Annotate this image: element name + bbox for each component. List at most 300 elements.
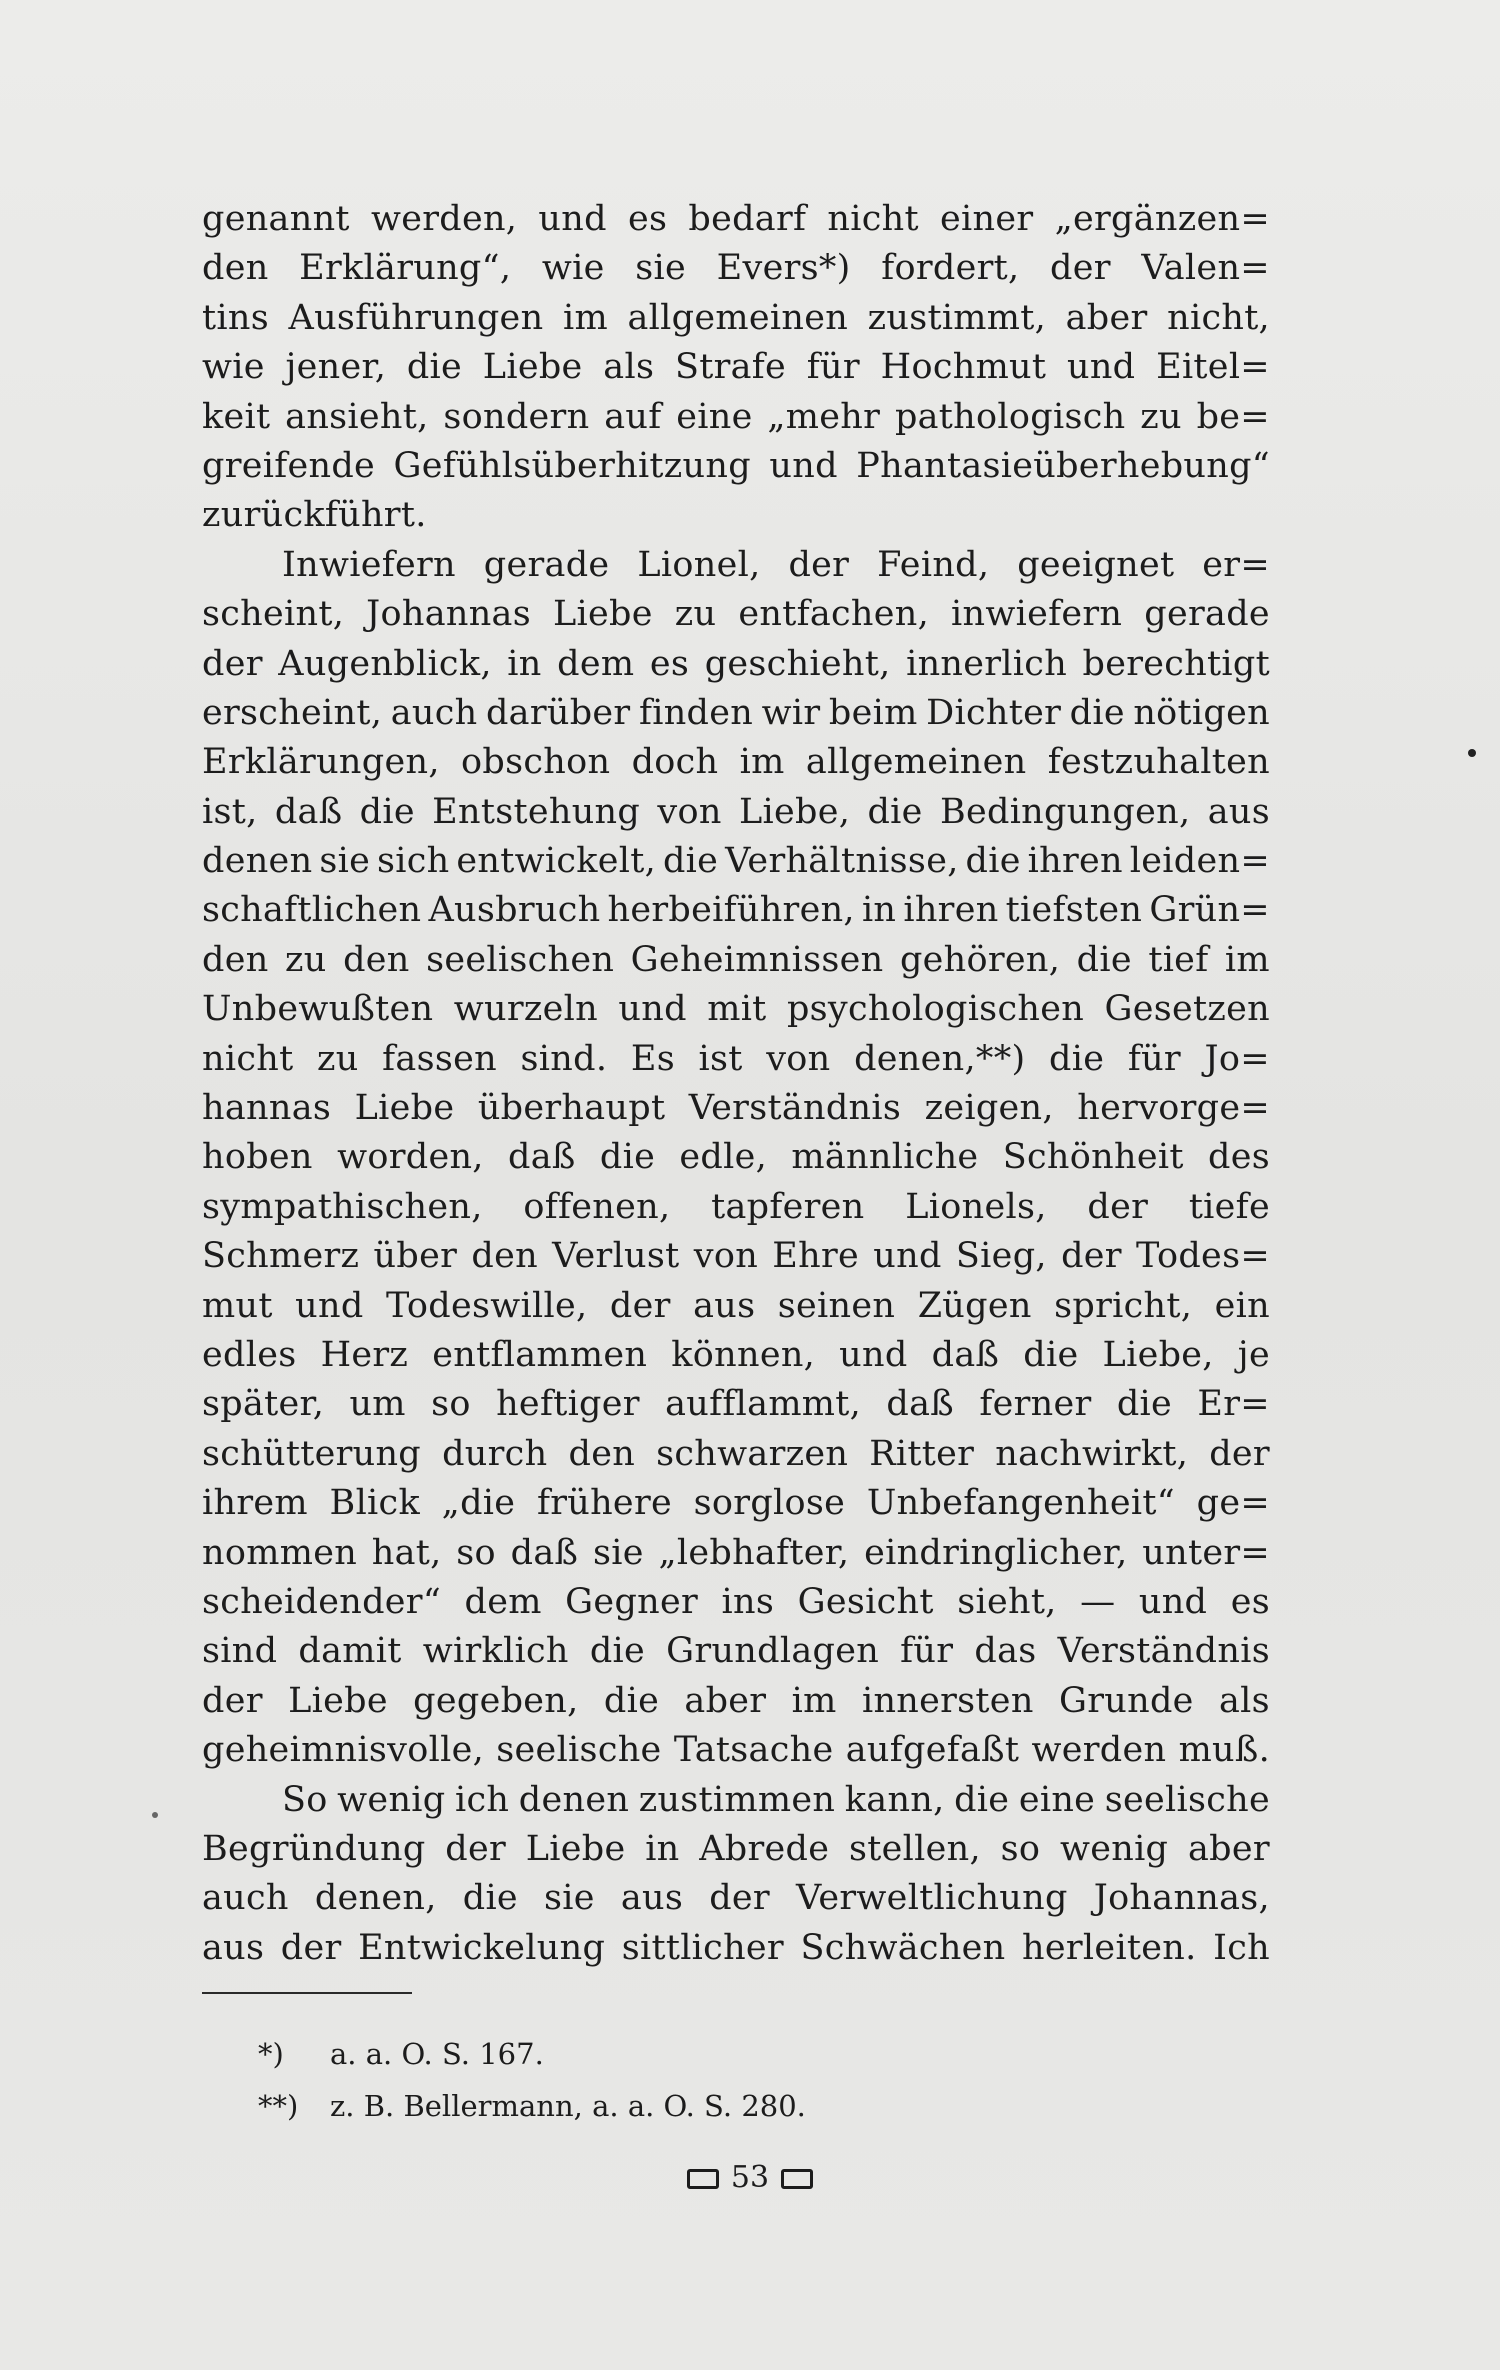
text-line <box>202 1380 1270 1429</box>
word: es <box>1230 1581 1270 1622</box>
word: der <box>1050 248 1111 289</box>
text-line <box>202 1282 1270 1331</box>
text-line <box>202 1924 1270 1973</box>
word: „ergänzen= <box>1054 199 1270 239</box>
word: daß <box>931 1334 1000 1375</box>
text-line <box>202 1084 1270 1133</box>
word: Verständnis <box>1057 1631 1270 1672</box>
word: aufgefaßt <box>845 1730 1020 1771</box>
text-line <box>202 1183 1270 1232</box>
text-line <box>202 195 1270 244</box>
word: sind. <box>520 1038 608 1079</box>
word: Tatsache <box>673 1730 834 1771</box>
text-line <box>202 491 1270 540</box>
word: daß <box>274 791 343 832</box>
footnote-text: a. a. O. S. 167. <box>330 2037 544 2071</box>
word: im <box>1224 939 1270 980</box>
word: der <box>709 1878 770 1919</box>
word: männliche <box>791 1137 979 1178</box>
word: die <box>603 1680 660 1721</box>
word: berechtigt <box>1082 643 1270 684</box>
word: Entwickelung <box>358 1927 606 1968</box>
word: ihren <box>1027 841 1123 882</box>
word: des <box>1208 1137 1270 1178</box>
text-line <box>202 837 1270 886</box>
word: von <box>657 791 722 832</box>
word: für <box>1127 1038 1181 1079</box>
word: um <box>349 1384 406 1425</box>
word: als <box>1218 1680 1270 1721</box>
paper-speck <box>152 1812 158 1818</box>
word: mit <box>707 989 767 1030</box>
word: für <box>900 1631 954 1672</box>
word: Liebe <box>525 1828 626 1869</box>
word: ansieht, <box>285 396 429 437</box>
word: eine <box>676 396 753 437</box>
word: genannt <box>202 199 350 239</box>
word: edle, <box>679 1137 768 1178</box>
word: zu <box>674 594 717 635</box>
word: auch <box>202 1878 289 1919</box>
text-line <box>202 244 1270 293</box>
word: so <box>1000 1828 1041 1869</box>
text-line <box>202 590 1270 639</box>
word: denen, <box>314 1878 437 1919</box>
word: innersten <box>861 1680 1034 1721</box>
word: ihren <box>903 890 999 931</box>
word: Jo= <box>1204 1038 1270 1079</box>
word: entflammen <box>432 1334 648 1375</box>
word: Verlust <box>552 1236 680 1277</box>
word: Ich <box>1213 1927 1270 1968</box>
word: können, <box>671 1334 816 1375</box>
word: Johannas, <box>1093 1878 1270 1919</box>
word: nötigen <box>1133 692 1270 733</box>
word: sorglose <box>693 1483 846 1524</box>
word: zu <box>285 939 327 980</box>
text-line <box>202 1232 1270 1281</box>
word: daß <box>508 1137 576 1178</box>
word: aus <box>1207 791 1270 832</box>
word: und <box>618 989 687 1030</box>
word: nachwirkt, <box>995 1433 1189 1474</box>
word: sie <box>592 1532 644 1573</box>
word: zustimmen <box>638 1779 836 1820</box>
word: scheidender“ <box>202 1581 442 1622</box>
word: Erklärung“, <box>299 248 512 289</box>
word: so <box>431 1384 471 1425</box>
word: Inwiefern <box>282 544 456 585</box>
text-line <box>202 442 1270 491</box>
text-line <box>202 343 1270 392</box>
word: damit <box>298 1631 402 1672</box>
word: wir <box>761 692 821 733</box>
word: den <box>471 1236 538 1277</box>
word: ge= <box>1196 1483 1270 1524</box>
word: Schmerz <box>202 1236 360 1277</box>
word: die <box>954 1779 1010 1820</box>
word: das <box>974 1631 1037 1672</box>
word: Liebe <box>552 594 653 635</box>
word: und <box>769 445 838 486</box>
word: daß <box>886 1384 954 1425</box>
word: sieht, <box>957 1581 1057 1622</box>
text-line <box>202 1825 1270 1874</box>
word: in <box>861 890 897 931</box>
word: greifende <box>202 445 376 486</box>
word: aus <box>202 1927 265 1968</box>
page-number-ornament-right <box>781 2169 813 2189</box>
word: denen <box>202 841 313 882</box>
word: Er= <box>1197 1384 1270 1425</box>
word: Grundlagen <box>666 1631 880 1672</box>
word: Zügen <box>917 1285 1032 1326</box>
word: Verweltlichung <box>796 1878 1068 1919</box>
word: jener, <box>285 347 387 388</box>
word: geheimnisvolle, <box>202 1730 485 1771</box>
word: offenen, <box>523 1186 671 1227</box>
word: kann, <box>844 1779 945 1820</box>
word: die <box>359 791 415 832</box>
word: Strafe <box>674 347 787 388</box>
word: Es <box>630 1038 675 1079</box>
word: Verhältnisse, <box>725 841 959 882</box>
word: geschieht, <box>704 643 891 684</box>
word: und <box>839 1334 908 1375</box>
word: schwarzen <box>656 1433 849 1474</box>
word: wie <box>541 248 605 289</box>
text-line <box>202 788 1270 837</box>
word: Begründung <box>202 1828 426 1869</box>
text-line <box>202 393 1270 442</box>
word: mut <box>202 1285 273 1326</box>
word: Bedingungen, <box>939 791 1191 832</box>
text-line <box>202 640 1270 689</box>
word: zu <box>317 1038 359 1079</box>
word: So <box>282 1779 328 1820</box>
word: Grün= <box>1149 890 1270 931</box>
word: der <box>202 1680 263 1721</box>
word: der <box>1061 1236 1122 1277</box>
word: später, <box>202 1384 325 1425</box>
word: Blick <box>329 1483 420 1524</box>
word: spricht, <box>1054 1285 1193 1326</box>
text-line <box>202 1776 1270 1825</box>
word: werden, <box>370 199 518 239</box>
word: erscheint, <box>202 692 383 733</box>
word: denen <box>518 1779 630 1820</box>
word: festzuhalten <box>1047 742 1270 783</box>
word: Lionel, <box>637 544 761 585</box>
word: zurückführt. <box>202 495 427 536</box>
word: der <box>1209 1433 1270 1474</box>
word: hannas <box>202 1088 332 1129</box>
word: er= <box>1202 544 1270 585</box>
word: sie <box>635 248 687 289</box>
word: Unbewußten <box>202 989 434 1030</box>
word: in <box>645 1828 680 1869</box>
word: finden <box>638 692 754 733</box>
word: es <box>627 199 668 239</box>
word: Ehre <box>772 1236 860 1277</box>
word: die <box>589 1631 646 1672</box>
text-line <box>202 985 1270 1034</box>
word: frühere <box>536 1483 672 1524</box>
word: der <box>788 544 850 585</box>
paper-speck <box>1468 749 1476 757</box>
word: im <box>791 1680 837 1721</box>
word: die <box>599 1137 656 1178</box>
word: Hochmut <box>880 347 1047 388</box>
text-line <box>202 689 1270 738</box>
word: der <box>1087 1186 1149 1227</box>
word: durch <box>442 1433 548 1474</box>
word: tiefsten <box>1005 890 1143 931</box>
footnote-mark: *) <box>258 2037 284 2071</box>
word: im <box>562 297 608 338</box>
word: darüber <box>485 692 631 733</box>
word: es <box>649 643 690 684</box>
word: hat, <box>371 1532 442 1573</box>
word: werden <box>1031 1730 1167 1771</box>
word: sittlicher <box>621 1927 784 1968</box>
word: keit <box>202 396 271 437</box>
word: nicht <box>202 1038 294 1079</box>
word: den <box>202 939 269 980</box>
word: sich <box>376 841 450 882</box>
word: innerlich <box>906 643 1068 684</box>
word: und <box>295 1285 364 1326</box>
word: Liebe <box>482 347 583 388</box>
word: gerade <box>483 544 610 585</box>
word: Liebe, <box>1102 1334 1214 1375</box>
word: doch <box>631 742 719 783</box>
word: gerade <box>1144 594 1270 635</box>
word: über <box>373 1236 458 1277</box>
word: herleiten. <box>1022 1927 1197 1968</box>
word: be= <box>1196 396 1270 437</box>
word: und <box>1066 347 1136 388</box>
word: dem <box>464 1581 542 1622</box>
word: Evers*) <box>716 248 851 289</box>
word: in <box>507 643 542 684</box>
word: ferner <box>979 1384 1092 1425</box>
word: gegeben, <box>413 1680 579 1721</box>
word: „lebhafter, <box>658 1532 850 1573</box>
word: Verständnis <box>688 1088 902 1129</box>
word: Gegner <box>565 1581 699 1622</box>
word: muß. <box>1178 1730 1270 1771</box>
word: Gesetzen <box>1104 989 1270 1030</box>
word: Gefühlsüberhitzung <box>393 445 751 486</box>
word: Erklärungen, <box>202 742 440 783</box>
word: überhaupt <box>477 1088 666 1129</box>
word: so <box>456 1532 496 1573</box>
word: wenig <box>337 1779 446 1820</box>
word: inwiefern <box>951 594 1123 635</box>
word: eine <box>1018 1779 1096 1820</box>
word: unter= <box>1142 1532 1270 1573</box>
word: aus <box>620 1878 684 1919</box>
word: Dichter <box>926 692 1062 733</box>
word: eindringlicher, <box>864 1532 1128 1573</box>
word: Todes= <box>1136 1236 1270 1277</box>
word: von <box>693 1236 759 1277</box>
word: nicht <box>827 199 919 239</box>
word: aufflammt, <box>665 1384 862 1425</box>
word: aber <box>1065 297 1148 338</box>
word: nommen <box>202 1532 358 1573</box>
word: „mehr <box>767 396 881 437</box>
word: den <box>568 1433 636 1474</box>
word: Herz <box>320 1334 409 1375</box>
text-line <box>202 936 1270 985</box>
word: sympathischen, <box>202 1186 483 1227</box>
word: tapferen <box>711 1186 865 1227</box>
text-line <box>202 1578 1270 1627</box>
word: Geheimnissen <box>630 939 884 980</box>
text-line <box>202 541 1270 590</box>
word: seelische <box>1104 1779 1270 1820</box>
word: Johannas <box>366 594 531 635</box>
word: entwickelt, <box>456 841 657 882</box>
text-line <box>202 1479 1270 1528</box>
word: und <box>1138 1581 1208 1622</box>
text-line <box>202 738 1270 787</box>
word: Valen= <box>1141 248 1270 289</box>
word: denen,**) <box>854 1038 1026 1079</box>
word: Liebe <box>354 1088 455 1129</box>
word: wenig <box>1059 1828 1169 1869</box>
word: pathologisch <box>894 396 1126 437</box>
word: der <box>445 1828 506 1869</box>
word: ein <box>1214 1285 1270 1326</box>
word: fordert, <box>881 248 1020 289</box>
footnote-2 <box>258 2080 806 2132</box>
word: ist <box>698 1038 743 1079</box>
word: aber <box>684 1680 767 1721</box>
word: aus <box>693 1285 756 1326</box>
word: tief <box>1148 939 1209 980</box>
word: gehören, <box>899 939 1061 980</box>
word: daß <box>510 1532 579 1573</box>
word: den <box>343 939 410 980</box>
word: zustimmt, <box>867 297 1047 338</box>
word: allgemeinen <box>805 742 1027 783</box>
word: Abrede <box>699 1828 830 1869</box>
word: entfachen, <box>738 594 930 635</box>
word: aber <box>1187 1828 1270 1869</box>
word: die <box>1049 1038 1105 1079</box>
word: Ritter <box>869 1433 975 1474</box>
word: die <box>662 841 719 882</box>
word: „die <box>441 1483 516 1524</box>
word: Ausbruch <box>428 890 601 931</box>
word: schaftlichen <box>202 890 422 931</box>
text-line <box>202 1726 1270 1775</box>
word: für <box>806 347 860 388</box>
word: wurzeln <box>453 989 598 1030</box>
word: Schönheit <box>1002 1137 1184 1178</box>
word: Eitel= <box>1156 347 1270 388</box>
word: Gesicht <box>797 1581 934 1622</box>
word: allgemeinen <box>627 297 849 338</box>
word: und <box>873 1236 942 1277</box>
word: — <box>1080 1581 1116 1622</box>
word: herbeiführen, <box>607 890 855 931</box>
word: bedarf <box>688 199 807 239</box>
word: beim <box>828 692 918 733</box>
word: Augenblick, <box>278 643 492 684</box>
word: auch <box>390 692 478 733</box>
footnote-divider <box>202 1992 412 1994</box>
word: wirklich <box>422 1631 569 1672</box>
word: der <box>202 643 263 684</box>
footnotes <box>258 2028 806 2132</box>
word: die <box>1023 1334 1079 1375</box>
word: psychologischen <box>786 989 1085 1030</box>
word: Entstehung <box>432 791 641 832</box>
word: zu <box>1140 396 1182 437</box>
word: Phantasieüberhebung“ <box>856 445 1270 486</box>
footnote-mark: **) <box>258 2089 299 2123</box>
word: heftiger <box>496 1384 640 1425</box>
word: der <box>280 1927 342 1968</box>
word: die <box>1116 1384 1173 1425</box>
word: und <box>538 199 607 239</box>
word: ist, <box>202 791 258 832</box>
text-line <box>202 1627 1270 1676</box>
word: obschon <box>461 742 611 783</box>
word: stellen, <box>848 1828 981 1869</box>
word: schütterung <box>202 1433 422 1474</box>
page-number-ornament-left <box>687 2169 719 2189</box>
word: auf <box>604 396 662 437</box>
word: sind <box>202 1631 278 1672</box>
word: Sieg, <box>955 1236 1047 1277</box>
footnote-1 <box>258 2028 806 2080</box>
word: leiden= <box>1129 841 1270 882</box>
word: tins <box>202 297 269 338</box>
word: seinen <box>777 1285 896 1326</box>
text-line <box>202 1133 1270 1182</box>
word: die <box>1076 939 1132 980</box>
text-line <box>202 294 1270 343</box>
word: Schwächen <box>800 1927 1006 1968</box>
word: die <box>1069 692 1125 733</box>
body-text <box>202 195 1270 1973</box>
word: Liebe, <box>738 791 851 832</box>
word: einer <box>940 199 1034 239</box>
word: tiefe <box>1188 1186 1270 1227</box>
page-number-value: 53 <box>730 2160 770 2195</box>
word: sie <box>319 841 371 882</box>
word: Unbefangenheit“ <box>866 1483 1175 1524</box>
word: je <box>1237 1334 1270 1375</box>
word: die <box>867 791 923 832</box>
word: sie <box>544 1878 595 1919</box>
text-line <box>202 1677 1270 1726</box>
word: fassen <box>382 1038 497 1079</box>
word: zeigen, <box>924 1088 1054 1129</box>
word: Feind, <box>877 544 990 585</box>
text-line <box>202 886 1270 935</box>
word: Ausführungen <box>288 297 544 338</box>
text-line <box>202 1430 1270 1479</box>
word: scheint, <box>202 594 345 635</box>
word: den <box>202 248 269 289</box>
word: wie <box>202 347 265 388</box>
